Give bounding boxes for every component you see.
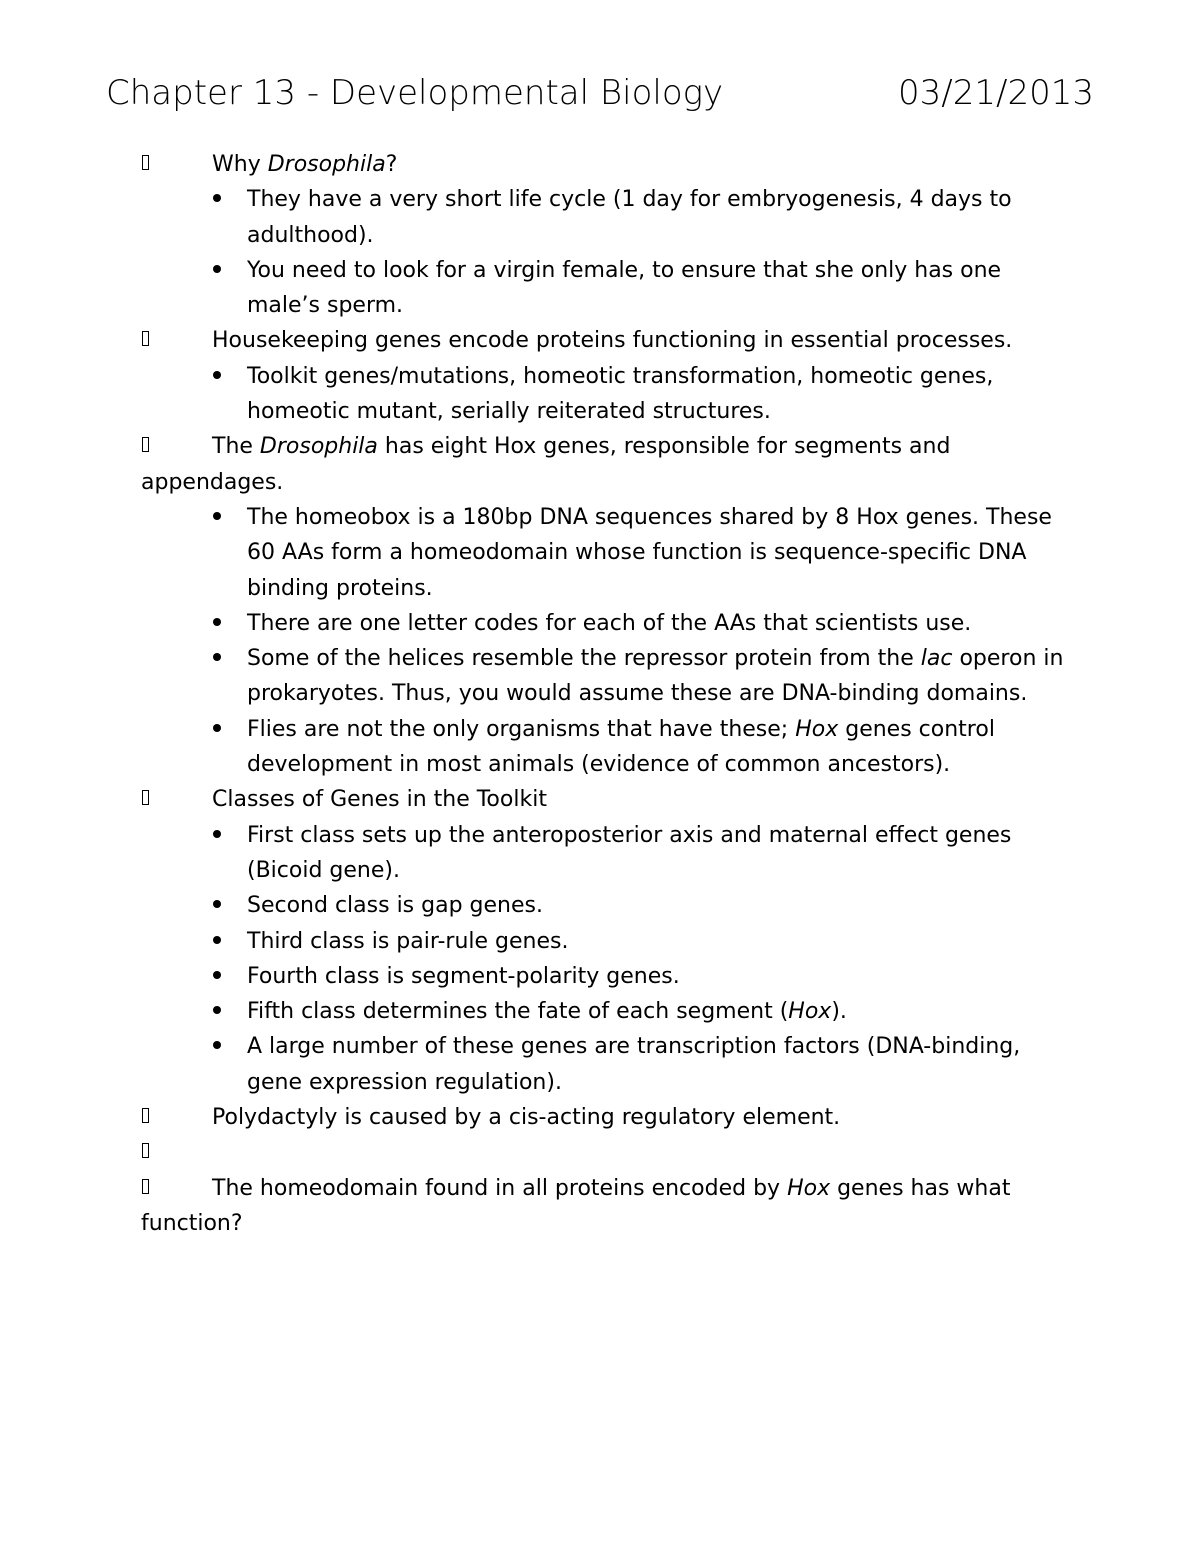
section-heading: The homeodomain found in all proteins encoded by Hox genes has what function? <box>141 1175 1011 1236</box>
bullet-icon <box>213 194 221 202</box>
section <box>0 1100 1200 1135</box>
section <box>0 429 1200 782</box>
bullet-icon <box>213 1041 221 1049</box>
bullet-icon <box>213 265 221 273</box>
square-bullet-icon <box>142 790 149 805</box>
square-bullet-icon <box>142 1108 149 1123</box>
bullet-icon <box>213 830 221 838</box>
bullet-icon <box>213 512 221 520</box>
section <box>0 782 1200 1100</box>
section-heading <box>0 1135 1061 1170</box>
bullet-icon <box>213 900 221 908</box>
list-item: You need to look for a virgin female, to ensure that she only has one male’s sperm. <box>0 253 1067 324</box>
page-header <box>106 70 1094 116</box>
bullet-icon <box>213 724 221 732</box>
list-item: Fourth class is segment-polarity genes. <box>0 959 1067 994</box>
list-item: Flies are not the only organisms that have these; Hox genes control development in most animals (evidence of common ancestors). <box>0 712 1067 783</box>
bullet-icon <box>213 653 221 661</box>
bullet-icon <box>213 936 221 944</box>
section <box>0 147 1200 323</box>
notes-body <box>0 147 1200 1241</box>
bullet-icon <box>213 1006 221 1014</box>
list-item: Third class is pair-rule genes. <box>0 924 1067 959</box>
section-heading: Classes of Genes in the Toolkit <box>0 782 1061 817</box>
section-heading: Polydactyly is caused by a cis-acting regulatory element. <box>0 1100 1061 1135</box>
bullet-icon <box>213 971 221 979</box>
list-item: Toolkit genes/mutations, homeotic transformation, homeotic genes, homeotic mutant, serially reiterated structures. <box>0 359 1067 430</box>
list-item: First class sets up the anteroposterior axis and maternal effect genes (Bicoid gene). <box>0 818 1067 889</box>
square-bullet-icon <box>142 331 149 346</box>
page-title: Chapter 13 - Developmental Biology <box>106 73 724 113</box>
square-bullet-icon <box>142 437 149 452</box>
section <box>0 1135 1200 1170</box>
list-item: Some of the helices resemble the repressor protein from the lac operon in prokaryotes. Thus, you would assume these are DNA-binding domains. <box>0 641 1067 712</box>
section <box>0 323 1200 429</box>
list-item: They have a very short life cycle (1 day for embryogenesis, 4 days to adulthood). <box>0 182 1067 253</box>
section <box>0 1171 1200 1242</box>
list-item: The homeobox is a 180bp DNA sequences shared by 8 Hox genes. These 60 AAs form a homeodomain whose function is sequence-specific DNA binding proteins. <box>0 500 1067 606</box>
section-heading: Why Drosophila? <box>0 147 1061 182</box>
section-heading: The Drosophila has eight Hox genes, responsible for segments and appendages. <box>141 434 951 495</box>
square-bullet-icon <box>142 155 149 170</box>
list-item: A large number of these genes are transcription factors (DNA-binding, gene expression regulation). <box>0 1029 1067 1100</box>
page-date: 03/21/2013 <box>898 73 1094 113</box>
list-item: Second class is gap genes. <box>0 888 1067 923</box>
square-bullet-icon <box>142 1179 149 1194</box>
square-bullet-icon <box>142 1143 149 1158</box>
bullet-icon <box>213 618 221 626</box>
bullet-icon <box>213 371 221 379</box>
section-heading: Housekeeping genes encode proteins functioning in essential processes. <box>0 323 1061 358</box>
list-item: Fifth class determines the fate of each segment (Hox). <box>0 994 1067 1029</box>
list-item: There are one letter codes for each of the AAs that scientists use. <box>0 606 1067 641</box>
